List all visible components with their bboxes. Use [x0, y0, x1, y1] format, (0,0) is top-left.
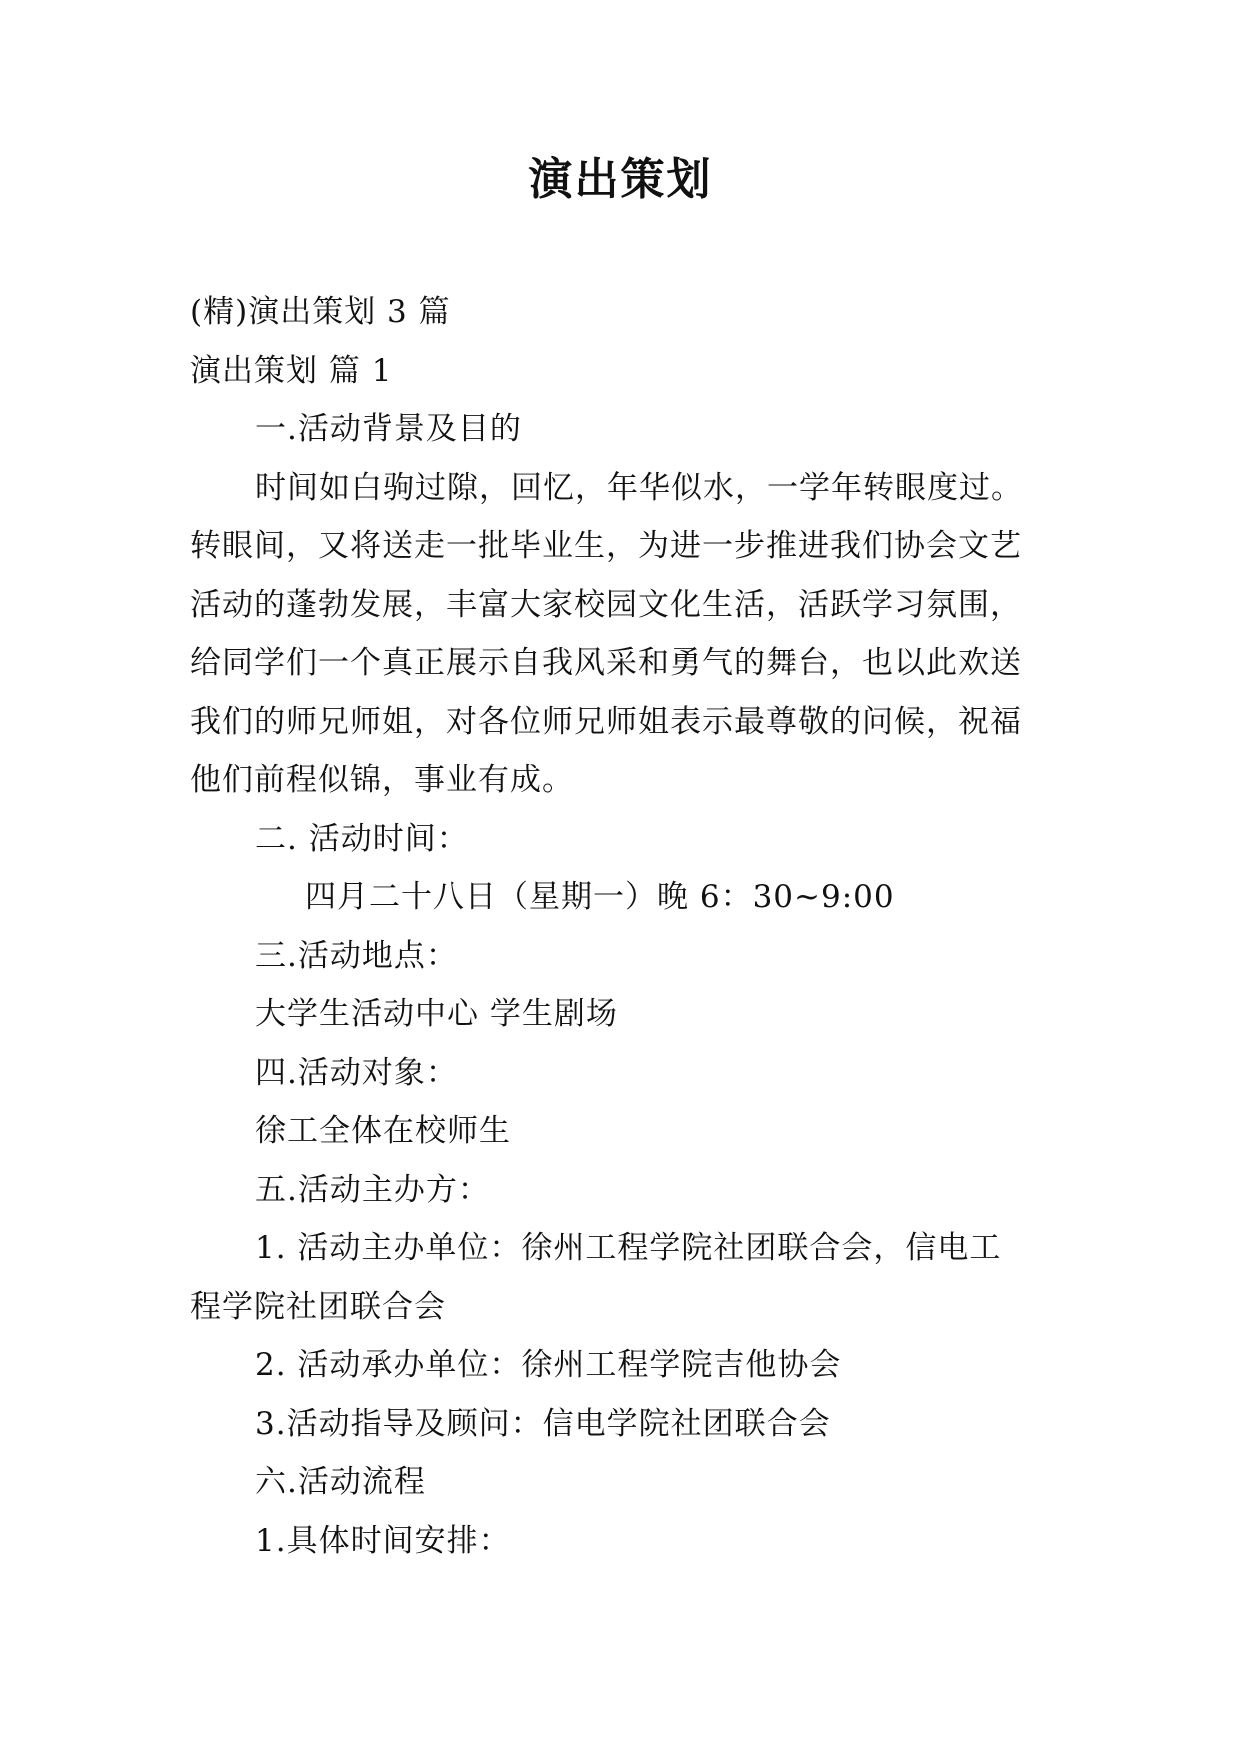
section1-heading: 一.活动背景及目的 — [255, 411, 522, 447]
part-heading: 演出策划 篇 1 — [190, 352, 393, 389]
document-body — [190, 283, 1080, 1570]
paragraph-line: 给同学们一个真正展示自我风采和勇气的舞台，也以此欢送 — [190, 645, 1022, 681]
paragraph-line: 活动的蓬勃发展，丰富大家校园文化生活，活跃学习氛围， — [190, 586, 1022, 623]
section6-heading: 六.活动流程 — [255, 1464, 426, 1500]
section3-value: 大学生活动中心 学生剧场 — [255, 996, 618, 1032]
document-title: 演出策划 — [528, 154, 713, 205]
paragraph-line: 时间如白驹过隙，回忆，年华似水，一学年转眼度过。 — [255, 469, 1023, 506]
section4-heading: 四.活动对象： — [255, 1054, 458, 1091]
section2-heading: 二. 活动时间： — [255, 820, 469, 857]
section5-item2: 2. 活动承办单位：徐州工程学院吉他协会 — [255, 1347, 842, 1383]
paragraph-line: 我们的师兄师姐，对各位师兄师姐表示最尊敬的问候，祝福 — [190, 703, 1022, 740]
section2-value: 四月二十八日（星期一）晚 6：30~9:00 — [305, 879, 895, 915]
section5-item1-line1: 1. 活动主办单位：徐州工程学院社团联合会，信电工 — [255, 1230, 1002, 1266]
section4-value: 徐工全体在校师生 — [255, 1113, 511, 1149]
section5-heading: 五.活动主办方： — [255, 1171, 490, 1208]
section3-heading: 三.活动地点： — [255, 937, 458, 974]
paragraph-line: 转眼间，又将送走一批毕业生，为进一步推进我们协会文艺 — [190, 528, 1022, 564]
section6-item1: 1.具体时间安排： — [255, 1522, 511, 1559]
section5-item1-line2: 程学院社团联合会 — [190, 1288, 446, 1325]
paragraph-line: 他们前程似锦，事业有成。 — [190, 762, 574, 798]
section5-item3: 3.活动指导及顾问：信电学院社团联合会 — [255, 1405, 831, 1442]
background-paragraph — [190, 459, 1080, 810]
subtitle-line: (精)演出策划 3 篇 — [190, 294, 451, 330]
